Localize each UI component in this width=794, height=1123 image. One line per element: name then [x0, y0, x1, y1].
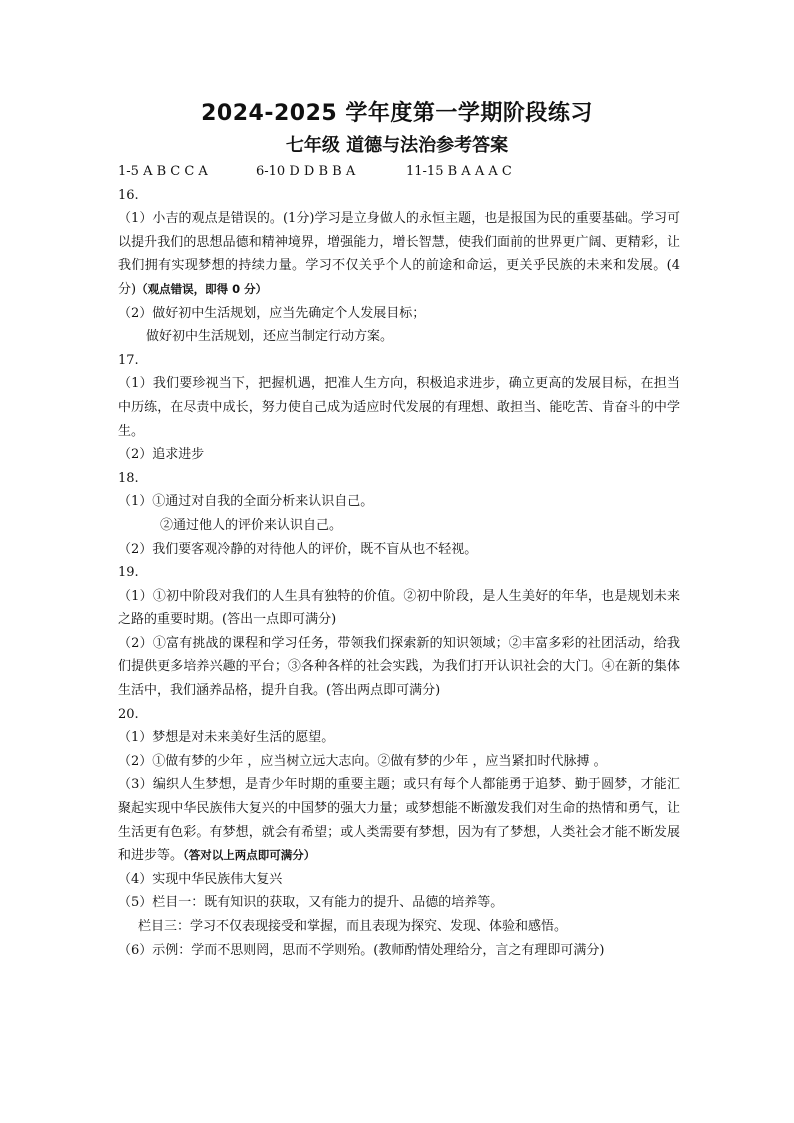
question-17-part-1: （1）我们要珍视当下，把握机遇，把准人生方向，积极追求进步，确立更高的发展目标，在担当中历练，在尽责中成长，努力使自己成为适应时代发展的有理想、敢担当、能吃苦、肯奋斗的中学生。 — [118, 376, 680, 439]
page-title: 2024-2025 学年度第一学期阶段练习 — [201, 101, 593, 126]
question-18-part-1: （1）①通过对自我的全面分析来认识自己。 — [118, 494, 374, 510]
multiple-choice-answers — [118, 160, 680, 184]
question-20-part-1: （1）梦想是对未来美好生活的愿望。 — [118, 730, 335, 746]
question-17-number: 17. — [118, 352, 139, 368]
question-18-number: 18. — [118, 470, 139, 486]
mc-group-6-10: 6-10 D D B B A — [256, 164, 356, 179]
question-19-part-2: （2）①富有挑战的课程和学习任务，带领我们探索新的知识领域；②丰富多彩的社团活动，给我们提供更多培养兴趣的平台；③各种各样的社会实践，为我们打开认识社会的大门。④在新的集体生活中，我们涵养品格，提升自我。(答出两点即可满分) — [118, 635, 680, 699]
question-20-number: 20. — [118, 706, 139, 722]
question-16-number: 16. — [118, 187, 139, 203]
question-16-part-2-cont: 做好初中生活规划，还应当制定行动方案。 — [146, 329, 394, 345]
q16-part-1-note: （观点错误，即得 0 分） — [136, 281, 268, 296]
question-20-part-4: （4）实现中华民族伟大复兴 — [118, 871, 283, 887]
q16-part-1-text: （1）小吉的观点是错误的。(1分)学习是立身做人的永恒主题，也是报国为民的重要基础。学习可以提升我们的思想品德和精神境界，增强能力，增长智慧，使我们面前的世界更广阔、更精彩，让我们拥有实现梦想的持续力量。学习不仅关乎个人的前途和命运，更关乎民族的未来和发展。(4 分) — [118, 211, 680, 297]
question-16-part-1 — [118, 207, 680, 301]
question-20-part-2: （2）①做有梦的少年 ，应当树立远大志向。②做有梦的少年 ，应当紧扣时代脉搏 。 — [118, 753, 607, 769]
question-18-part-2: （2）我们要客观冷静的对待他人的评价，既不盲从也不轻视。 — [118, 541, 478, 557]
question-19-part-1: （1）①初中阶段对我们的人生具有独特的价值。②初中阶段，是人生美好的年华，也是规划未来之路的重要时期。(答出一点即可满分) — [118, 588, 680, 628]
question-20-part-5-cont: 栏目三：学习不仅表现接受和掌握，而且表现为探究、发现、体验和感悟。 — [138, 919, 568, 934]
question-20-part-6: （6）示例：学而不思则罔，思而不学则殆。(教师酌情处理给分，言之有理即可满分) — [118, 942, 605, 958]
question-19-number: 19. — [118, 565, 139, 581]
question-20-part-5: （5）栏目一：既有知识的获取，又有能力的提升、品德的培养等。 — [118, 895, 504, 911]
answer-content — [118, 160, 680, 962]
q20-part-3-text: （3）编织人生梦想，是青少年时期的重要主题；或只有每个人都能勇于追梦、勤于圆梦，才能汇聚起实现中华民族伟大复兴的中国梦的强大力量；或梦想能不断激发我们对生命的热情和勇气，让生活更有色彩。有梦想，就会有希望；或人类需要有梦想，因为有了梦想，人类社会才能不断发展和进步等。 — [118, 777, 680, 864]
mc-group-11-15: 11-15 B A A A C — [406, 164, 512, 179]
question-16-part-2: （2）做好初中生活规划，应当先确定个人发展目标； — [118, 305, 426, 321]
page-subtitle: 七年级 道德与法治参考答案 — [285, 135, 509, 156]
question-17-part-2: （2）追求进步 — [118, 447, 205, 463]
mc-group-1-5: 1-5 A B C C A — [118, 164, 208, 179]
question-20-part-3 — [118, 773, 680, 867]
q20-part-3-note: （答对以上两点即可满分） — [183, 848, 316, 863]
question-18-part-1-cont: ②通过他人的评价来认识自己。 — [160, 517, 343, 533]
